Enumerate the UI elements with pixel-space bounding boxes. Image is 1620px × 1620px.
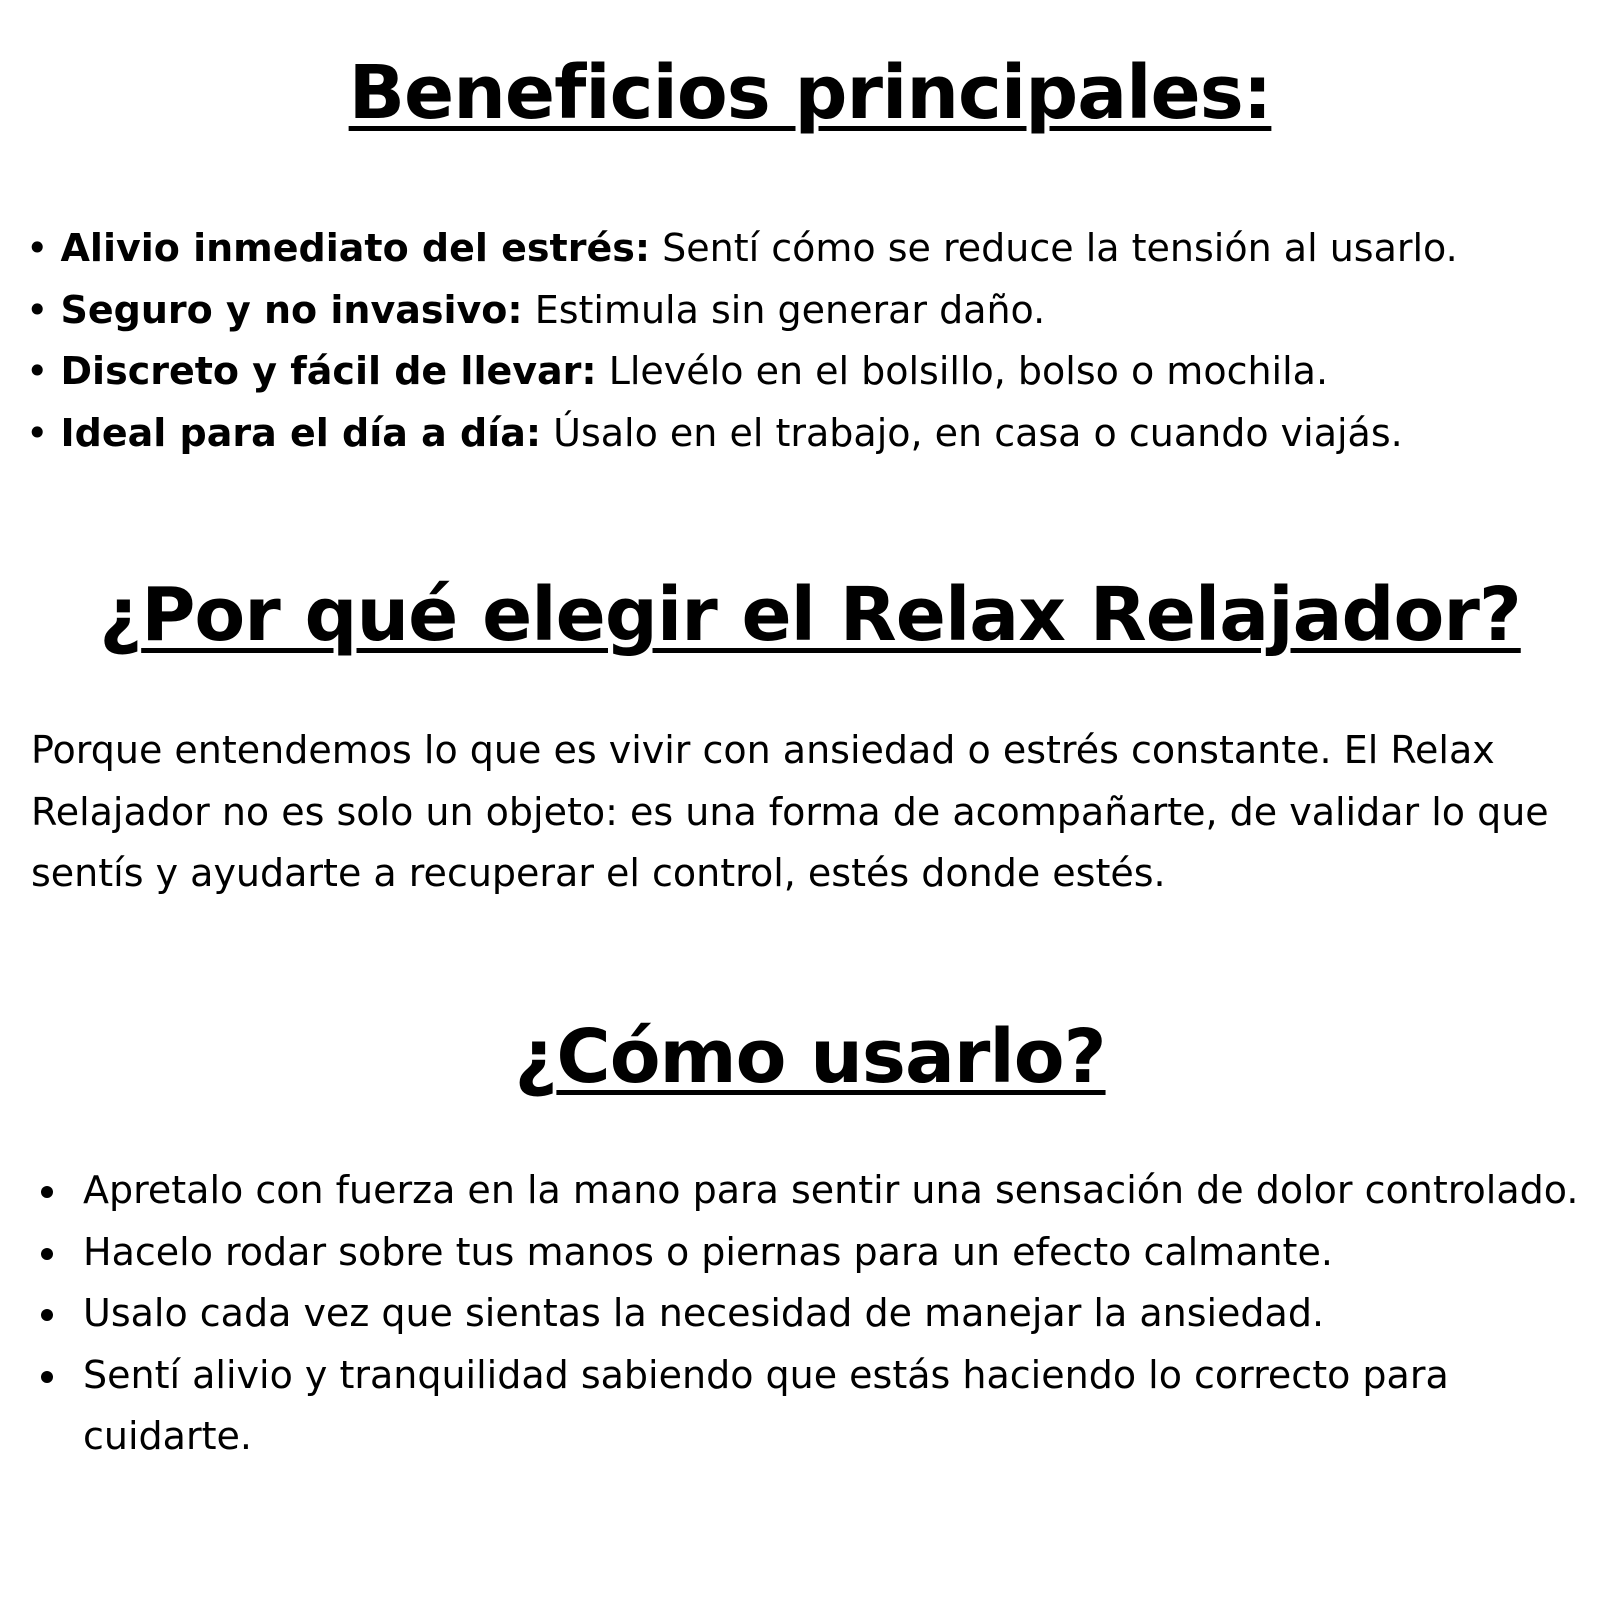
benefits-heading-text: Beneficios principales: xyxy=(348,50,1272,136)
bullet: • xyxy=(26,349,49,393)
benefit-item xyxy=(26,341,1586,403)
bullet: • xyxy=(26,226,49,270)
step-item xyxy=(83,1283,1583,1345)
bullet: • xyxy=(26,287,49,332)
benefit-label: Alivio inmediato del estrés: xyxy=(60,226,651,270)
how-heading-prefix: ¿ xyxy=(514,1014,557,1100)
step-text: Sentí alivio y tranquilidad sabiendo que estás haciendo lo correcto para cuidarte. xyxy=(83,1352,1449,1458)
step-text: Apretalo con fuerza en la mano para sentir una sensación de dolor controlado. xyxy=(83,1168,1579,1212)
step-item xyxy=(83,1222,1583,1284)
benefit-label: Ideal para el día a día: xyxy=(60,410,542,455)
benefit-item xyxy=(26,280,1586,342)
benefit-text: Sentí cómo se reduce la tensión al usarlo. xyxy=(662,226,1458,270)
benefit-text: Estimula sin generar daño. xyxy=(534,287,1046,332)
benefit-label: Seguro y no invasivo: xyxy=(60,287,523,332)
step-text: Usalo cada vez que sientas la necesidad de manejar la ansiedad. xyxy=(83,1291,1325,1335)
bullet-dot xyxy=(41,1248,53,1260)
bullet: • xyxy=(26,410,49,455)
benefit-label: Discreto y fácil de llevar: xyxy=(60,349,597,393)
how-heading xyxy=(0,1014,1620,1100)
why-heading-text: Por qué elegir el Relax Relajador? xyxy=(141,572,1521,658)
benefit-item xyxy=(26,403,1586,465)
bullet-dot xyxy=(41,1371,53,1383)
benefits-list xyxy=(26,218,1586,464)
benefit-text: Llevélo en el bolsillo, bolso o mochila. xyxy=(608,349,1329,393)
benefit-text: Úsalo en el trabajo, en casa o cuando viajás. xyxy=(553,410,1403,455)
benefits-heading xyxy=(0,50,1620,136)
step-item xyxy=(83,1345,1583,1468)
step-item xyxy=(83,1160,1583,1222)
why-heading xyxy=(0,572,1620,658)
how-heading-text: Cómo usarlo? xyxy=(556,1014,1106,1100)
bullet-dot xyxy=(41,1186,53,1198)
how-steps-list xyxy=(83,1160,1583,1468)
benefit-item xyxy=(26,218,1586,280)
why-paragraph: Porque entendemos lo que es vivir con ansiedad o estrés constante. El Relax Relajador no es solo un objeto: es una forma de acompañarte, de validar lo que sentís y ayudarte a recuperar el control, estés donde estés. xyxy=(31,728,1549,895)
why-heading-prefix: ¿ xyxy=(99,572,142,658)
step-text: Hacelo rodar sobre tus manos o piernas para un efecto calmante. xyxy=(83,1229,1333,1274)
bullet-dot xyxy=(41,1309,53,1321)
